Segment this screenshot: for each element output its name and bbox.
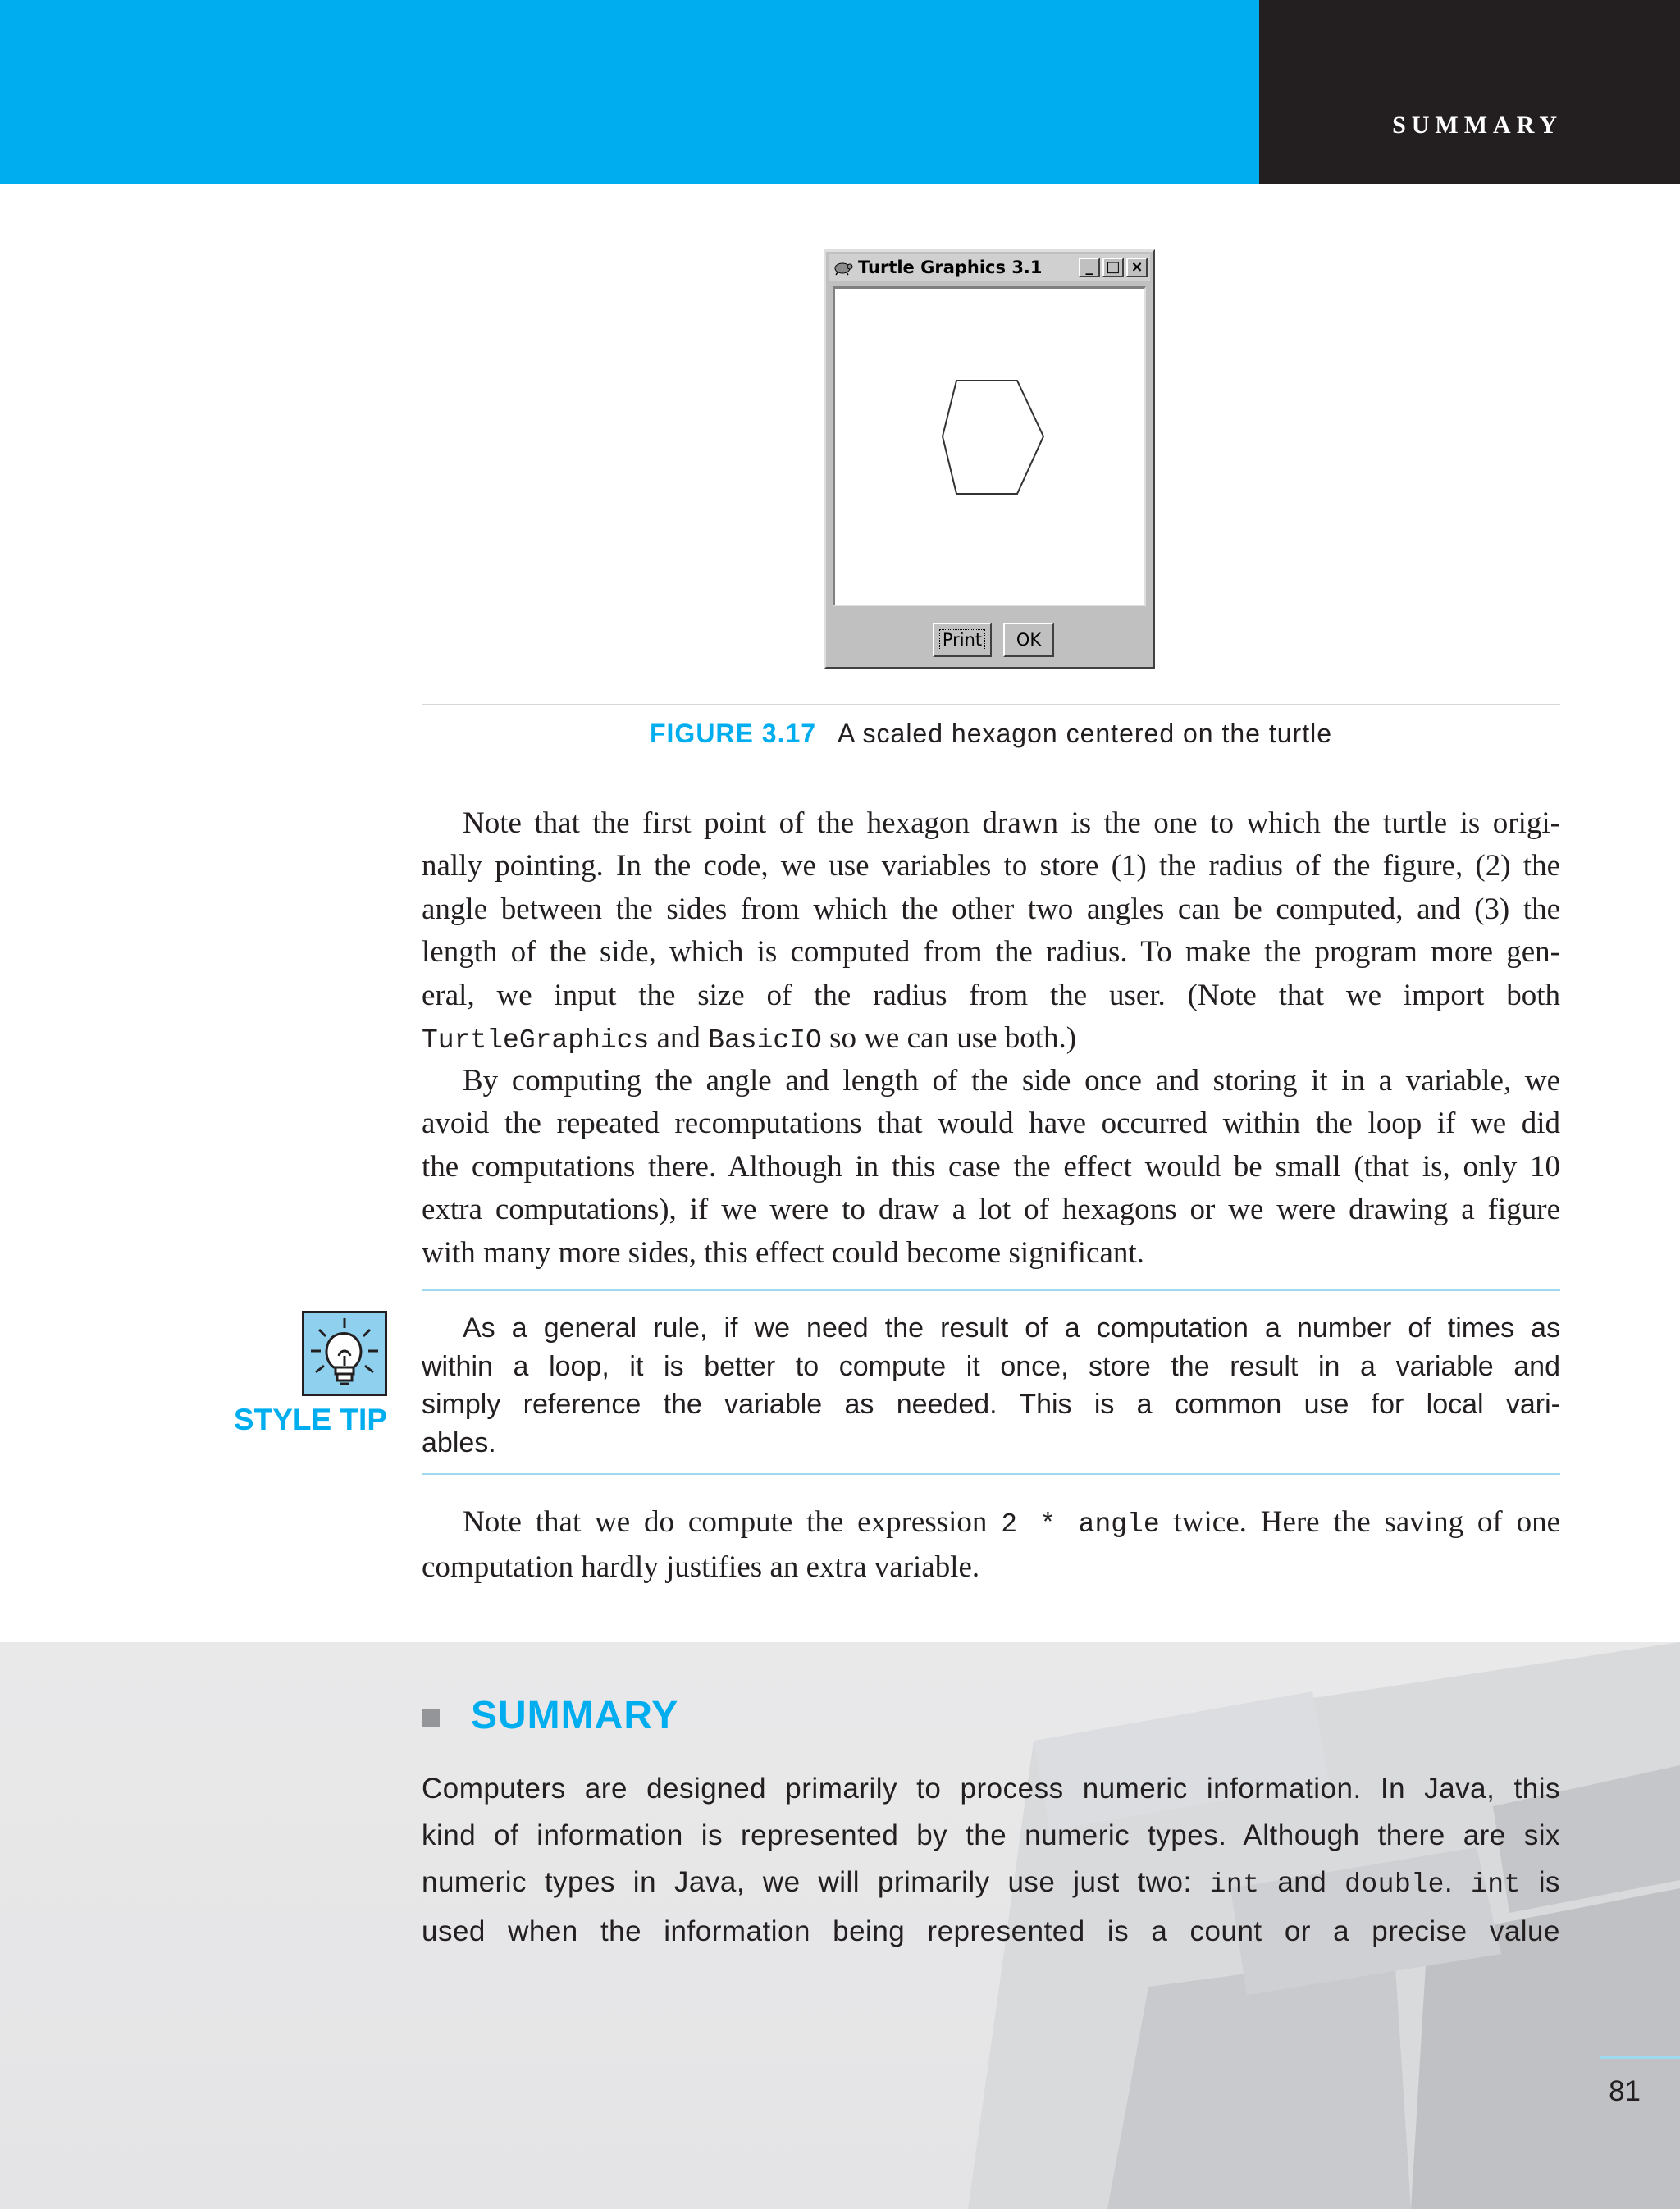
code-2-angle: 2 * angle	[1001, 1509, 1160, 1540]
text-fragment: and	[1259, 1866, 1345, 1898]
figure-caption-text: A scaled hexagon centered on the turtle	[838, 719, 1332, 748]
hexagon-drawing	[835, 289, 1144, 605]
text-line: Note that the first point of the hexagon drawn is the one to which the turtle is origi-	[463, 806, 1560, 840]
turtle-canvas	[833, 286, 1146, 606]
lightbulb-icon	[302, 1311, 387, 1396]
summary-heading: SUMMARY	[471, 1694, 679, 1737]
window-title-bar[interactable]	[829, 254, 1150, 281]
header-blue-band	[0, 0, 1259, 184]
text-line: By computing the angle and length of the side once and storing it in a variable, we	[463, 1064, 1560, 1098]
text-line: avoid the repeated recomputations that would have occurred within the loop if we did	[422, 1107, 1560, 1141]
text-line: computation hardly justifies an extra variable.	[422, 1550, 980, 1585]
window-title: Turtle Graphics 3.1	[858, 258, 1043, 277]
text-line: Computers are designed primarily to process numeric information. In Java, this	[422, 1773, 1560, 1805]
figure-label: FIGURE 3.17	[649, 719, 817, 748]
text-line: within a loop, it is better to compute it once, store the result in a variable and	[422, 1350, 1560, 1382]
code-int: int	[1470, 1869, 1521, 1900]
text-fragment: Note that we do compute the expression	[463, 1505, 1002, 1539]
body-paragraph-1	[422, 802, 1560, 1062]
text-line	[422, 1501, 1560, 1546]
code-turtlegraphics: TurtleGraphics	[422, 1025, 650, 1057]
text-line	[422, 1859, 1560, 1908]
text-line: the computations there. Although in this case the effect would be small (that is, only 10	[422, 1149, 1560, 1184]
code-basicio: BasicIO	[708, 1025, 822, 1057]
hexagon-shape	[943, 381, 1043, 494]
body-paragraph-3	[422, 1501, 1560, 1590]
text-line: with many more sides, this effect could become significant.	[422, 1235, 1144, 1270]
text-line: used when the information being represented is a count or a precise value	[422, 1915, 1560, 1947]
text-fragment: is	[1520, 1866, 1560, 1898]
text-line: extra computations), if we were to draw a lot of hexagons or we were drawing a figure	[422, 1193, 1560, 1227]
text-line	[422, 1017, 1560, 1062]
text-fragment: numeric types in Java, we will primarily use just two:	[422, 1866, 1210, 1898]
header-dark-band	[1259, 0, 1680, 184]
text-line: length of the side, which is computed from the radius. To make the program more gen-	[422, 935, 1560, 970]
text-line: ables.	[422, 1426, 496, 1458]
minimize-button[interactable]: _	[1079, 258, 1100, 277]
print-button-label: Print	[939, 629, 985, 650]
text-line: kind of information is represented by the numeric types. Although there are six	[422, 1819, 1560, 1851]
lightbulb-graphic	[304, 1313, 385, 1394]
style-tip-label: STYLE TIP	[233, 1403, 387, 1436]
code-double: double	[1344, 1869, 1445, 1900]
style-tip-rule-bottom	[422, 1473, 1560, 1475]
text-fragment: .	[1444, 1866, 1471, 1898]
turtle-graphics-window	[824, 249, 1155, 669]
code-int: int	[1209, 1869, 1260, 1900]
close-button[interactable]: ×	[1126, 258, 1148, 277]
text-line: As a general rule, if we need the result of a computation a number of times as	[463, 1312, 1560, 1344]
text-line: simply reference the variable as needed. This is a common use for local vari-	[422, 1389, 1560, 1420]
figure-caption	[422, 719, 1560, 749]
text-fragment: so we can use both.)	[821, 1021, 1077, 1056]
summary-bullet-square	[422, 1709, 440, 1727]
page-number-bar	[1600, 2056, 1680, 2059]
text-line: eral, we input the size of the radius from the user. (Note that we import both	[422, 978, 1560, 1012]
turtle-app-icon	[832, 258, 853, 276]
text-line: nally pointing. In the code, we use variables to store (1) the radius of the figure, (2) the	[422, 849, 1560, 883]
text-line: angle between the sides from which the other two angles can be computed, and (3) the	[422, 892, 1560, 926]
style-tip-rule-top	[422, 1289, 1560, 1291]
ok-button[interactable]: OK	[1003, 623, 1054, 657]
maximize-button[interactable]: □	[1102, 258, 1124, 277]
text-fragment: twice. Here the saving of one	[1159, 1505, 1560, 1539]
style-tip-text	[422, 1309, 1560, 1462]
summary-paragraph	[422, 1765, 1560, 1955]
page-number: 81	[1609, 2075, 1641, 2107]
running-head: SUMMARY	[1392, 112, 1563, 139]
print-button[interactable]	[933, 623, 992, 657]
text-fragment: and	[649, 1021, 709, 1056]
body-paragraph-2	[422, 1060, 1560, 1275]
figure-rule	[422, 704, 1560, 705]
